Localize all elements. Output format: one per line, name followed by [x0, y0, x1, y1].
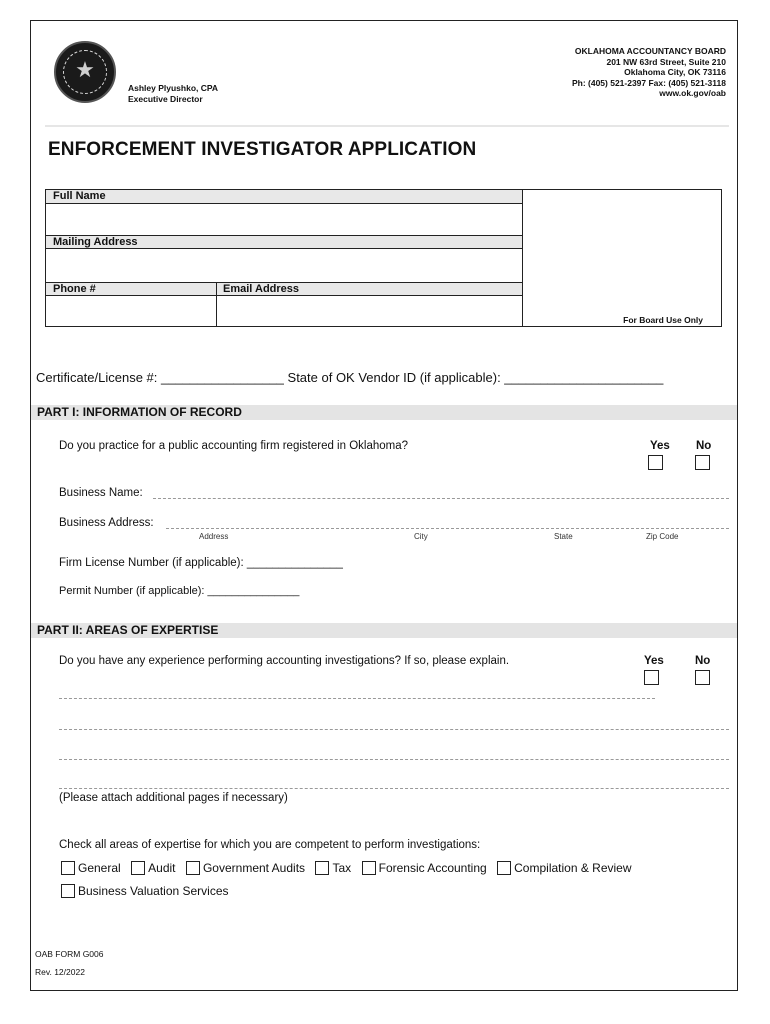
city-sublabel: City [414, 532, 428, 541]
form-revision: Rev. 12/2022 [35, 967, 85, 977]
page-title: ENFORCEMENT INVESTIGATOR APPLICATION [48, 139, 477, 160]
director-block [128, 83, 218, 105]
area-compilation-review[interactable] [497, 861, 631, 875]
header-divider [45, 125, 729, 127]
form-number: OAB FORM G006 [35, 949, 104, 959]
board-website: www.ok.gov/oab [659, 88, 726, 98]
business-address-field[interactable] [166, 528, 729, 529]
explanation-line-4[interactable] [59, 788, 729, 789]
phone-label: Phone # [46, 282, 216, 296]
explanation-line-3[interactable] [59, 759, 729, 760]
part1-yes-checkbox[interactable] [648, 455, 663, 470]
board-address-block [572, 46, 726, 99]
area-business-valuation[interactable] [61, 884, 229, 898]
part2-yes-label: Yes [644, 655, 664, 667]
mailing-address-label: Mailing Address [46, 235, 522, 249]
part1-heading: PART I: INFORMATION OF RECORD [31, 405, 737, 420]
area-forensic-accounting[interactable] [362, 861, 487, 875]
area-audit-checkbox[interactable] [131, 861, 145, 875]
area-compilation-review-checkbox[interactable] [497, 861, 511, 875]
part1-no-checkbox[interactable] [695, 455, 710, 470]
area-business-valuation-checkbox[interactable] [61, 884, 75, 898]
phone-field[interactable] [46, 296, 216, 326]
license-vendor-line[interactable]: Certificate/License #: _________________ State of OK Vendor ID (if applicable): ______________________ [36, 370, 664, 385]
board-use-divider [522, 190, 523, 326]
area-tax-label: Tax [332, 861, 352, 875]
attach-note: (Please attach additional pages if necessary) [59, 792, 288, 804]
part1-yes-label: Yes [650, 440, 670, 452]
business-name-label: Business Name: [59, 487, 143, 499]
area-audit-label: Audit [148, 861, 176, 875]
part2-no-label: No [695, 655, 711, 667]
zip-sublabel: Zip Code [646, 532, 679, 541]
area-audit[interactable] [131, 861, 175, 875]
form-footer [35, 945, 104, 981]
phone-email-divider [216, 282, 217, 326]
board-address-1: 201 NW 63rd Street, Suite 210 [606, 56, 726, 67]
area-business-valuation-label: Business Valuation Services [78, 884, 229, 898]
area-general[interactable] [61, 861, 121, 875]
area-forensic-accounting-checkbox[interactable] [362, 861, 376, 875]
explanation-line-2[interactable] [59, 729, 729, 730]
part2-heading: PART II: AREAS OF EXPERTISE [31, 623, 737, 638]
check-all-instruction: Check all areas of expertise for which you are competent to perform investigations: [59, 839, 481, 851]
area-general-label: General [78, 861, 121, 875]
board-address-2: Oklahoma City, OK 73116 [624, 67, 726, 77]
business-name-field[interactable] [153, 498, 729, 499]
board-phone-fax: Ph: (405) 521-2397 Fax: (405) 521-3118 [571, 77, 726, 88]
area-government-audits[interactable] [186, 861, 305, 875]
explanation-line-1[interactable] [59, 698, 655, 699]
part1-no-label: No [696, 440, 712, 452]
expertise-checkboxes-row-2 [61, 884, 235, 903]
area-tax-checkbox[interactable] [315, 861, 329, 875]
form-page [30, 20, 738, 991]
email-label: Email Address [216, 282, 522, 296]
part2-question: Do you have any experience performing accounting investigations? If so, please explain. [59, 655, 510, 667]
firm-license-line[interactable]: Firm License Number (if applicable): _______________ [59, 557, 343, 569]
full-name-label: Full Name [46, 190, 522, 204]
area-government-audits-label: Government Audits [202, 861, 306, 875]
board-name: OKLAHOMA ACCOUNTANCY BOARD [574, 46, 726, 56]
mailing-address-field[interactable] [46, 249, 522, 282]
expertise-checkboxes-row-1 [61, 861, 638, 880]
part2-yes-checkbox[interactable] [644, 670, 659, 685]
email-field[interactable] [216, 296, 522, 326]
address-sublabel: Address [199, 532, 229, 541]
contact-info-box [45, 189, 722, 327]
director-name: Ashley Plyushko, CPA [128, 83, 219, 93]
area-forensic-accounting-label: Forensic Accounting [378, 861, 487, 875]
area-government-audits-checkbox[interactable] [186, 861, 200, 875]
state-sublabel: State [554, 532, 573, 541]
part1-question: Do you practice for a public accounting firm registered in Oklahoma? [59, 440, 409, 452]
area-tax[interactable] [315, 861, 351, 875]
business-address-label: Business Address: [59, 517, 154, 529]
part2-no-checkbox[interactable] [695, 670, 710, 685]
permit-line[interactable]: Permit Number (if applicable): _______________ [59, 585, 300, 597]
board-use-label: For Board Use Only [623, 315, 703, 325]
area-general-checkbox[interactable] [61, 861, 75, 875]
state-seal-logo: ★ [54, 41, 116, 103]
director-title: Executive Director [128, 94, 203, 104]
full-name-field[interactable] [46, 204, 522, 235]
area-compilation-review-label: Compilation & Review [514, 861, 632, 875]
